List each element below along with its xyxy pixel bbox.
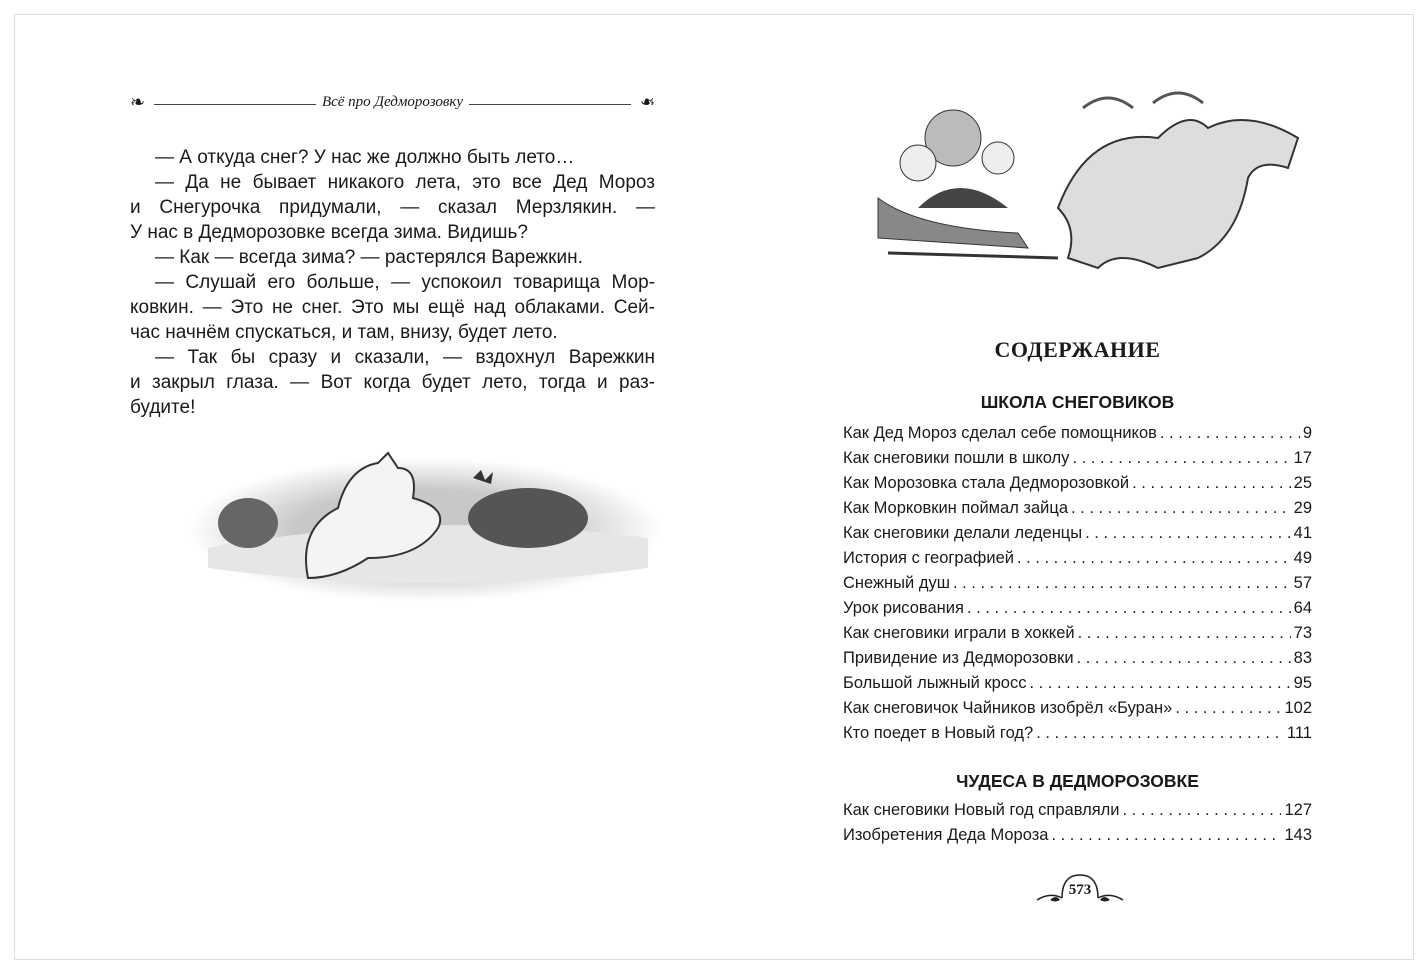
running-head-title: Всё про Дедморозовку: [316, 94, 469, 110]
toc-entry: [843, 449, 1312, 474]
toc-entry: [843, 424, 1312, 449]
toc-entry-title: Снежный душ: [843, 574, 950, 592]
toc-entry-page: 127: [1284, 801, 1312, 819]
toc-entry-title: Как снеговики пошли в школу: [843, 449, 1070, 467]
toc-entry-title: Как снеговики играли в хоккей: [843, 624, 1075, 642]
toc-entry-title: Как снеговики делали леденцы: [843, 524, 1083, 542]
toc-entry: [843, 499, 1312, 524]
toc-entry-page: 111: [1286, 724, 1312, 742]
running-head: [130, 92, 655, 116]
toc-entry-title: Большой лыжный кросс: [843, 674, 1027, 692]
dot-leader: [1036, 724, 1284, 743]
toc-entry-title: Изобретения Деда Мороза: [843, 826, 1049, 844]
toc-entry: [843, 699, 1312, 724]
toc-entry-title: Как Морозовка стала Дедморозовкой: [843, 474, 1130, 492]
toc-entry-title: Как снеговичок Чайников изобрёл «Буран»: [843, 699, 1173, 717]
toc-entry: [843, 574, 1312, 599]
toc-entry-title: Как снеговики Новый год справляли: [843, 801, 1120, 819]
section-title: ЧУДЕСА В ДЕДМОРОЗОВКЕ: [956, 771, 1199, 791]
dot-leader: [1029, 674, 1290, 693]
text-line: — Слушай его больше, — успокоил товарища Мор-: [155, 272, 655, 293]
toc-entry-title: Урок рисования: [843, 599, 964, 617]
flourish-ornament-left-icon: ❧: [130, 92, 146, 113]
toc-entry-page: 29: [1293, 499, 1312, 517]
toc-entry-title: История с географией: [843, 549, 1014, 567]
text-line: — Да не бывает никакого лета, это все Дед Мороз: [155, 172, 655, 193]
toc-entry: [843, 826, 1312, 851]
dot-leader: [1123, 801, 1282, 820]
text-line: — Как — всегда зима? — растерялся Варежкин.: [155, 247, 583, 268]
toc-entry: [843, 474, 1312, 499]
toc-list: [843, 801, 1312, 851]
text-line: У нас в Дедморозовке всегда зима. Видишь?: [130, 222, 528, 243]
dot-leader: [967, 599, 1291, 618]
dot-leader: [1078, 624, 1291, 643]
dot-leader: [1071, 499, 1291, 518]
toc-entry-page: 17: [1293, 449, 1312, 467]
story-text: [130, 145, 655, 420]
dot-leader: [1077, 649, 1291, 668]
page-number-ornament: [1035, 870, 1125, 910]
text-line: и Снегурочка придумали, — сказал Мерзлякин. —: [130, 197, 655, 218]
text-line: — Так бы сразу и сказали, — вздохнул Варежкин: [155, 347, 655, 368]
troika-sleigh-illustration: [858, 88, 1308, 288]
toc-entry-title: Как Дед Мороз сделал себе помощников: [843, 424, 1157, 442]
toc-entry-title: Привидение из Дедморозовки: [843, 649, 1074, 667]
toc-entry: [843, 524, 1312, 549]
toc-entry-page: 41: [1293, 524, 1312, 542]
toc-entry-page: 57: [1293, 574, 1312, 592]
toc-entry-page: 83: [1293, 649, 1312, 667]
text-line: будите!: [130, 397, 196, 418]
section-title: ШКОЛА СНЕГОВИКОВ: [980, 392, 1175, 412]
toc-entry-page: 9: [1302, 424, 1312, 442]
text-line: и закрыл глаза. — Вот когда будет лето, тогда и раз-: [130, 372, 655, 393]
text-line: час начнём спускаться, и там, внизу, будет лето.: [130, 322, 558, 343]
text-line: — А откуда снег? У нас же должно быть лето…: [155, 147, 575, 168]
toc-entry-title: Как Морковкин поймал зайца: [843, 499, 1068, 517]
toc-entry: [843, 549, 1312, 574]
toc-entry: [843, 624, 1312, 649]
toc-entry: [843, 724, 1312, 749]
toc-list: [843, 424, 1312, 749]
toc-entry-page: 49: [1293, 549, 1312, 567]
toc-entry: [843, 599, 1312, 624]
toc-entry-page: 102: [1284, 699, 1312, 717]
toc-entry-page: 25: [1293, 474, 1312, 492]
cat-illustration: [188, 448, 662, 603]
dot-leader: [1051, 826, 1281, 845]
toc-entry: [843, 801, 1312, 826]
toc-entry-page: 64: [1293, 599, 1312, 617]
dot-leader: [1160, 424, 1300, 443]
dot-leader: [1017, 549, 1291, 568]
dot-leader: [1132, 474, 1291, 493]
page-number: 573: [1068, 882, 1092, 898]
text-line: ковкин. — Это не снег. Это мы ещё над облаками. Сей-: [130, 297, 655, 318]
toc-entry-page: 143: [1284, 826, 1312, 844]
dot-leader: [1175, 699, 1281, 718]
dot-leader: [1085, 524, 1291, 543]
toc-entry-page: 95: [1293, 674, 1312, 692]
contents-title: СОДЕРЖАНИЕ: [994, 337, 1161, 362]
dot-leader: [1072, 449, 1290, 468]
toc-entry-title: Кто поедет в Новый год?: [843, 724, 1034, 742]
dot-leader: [953, 574, 1291, 593]
toc-entry: [843, 649, 1312, 674]
toc-entry: [843, 674, 1312, 699]
flourish-ornament-right-icon: ❧: [639, 92, 655, 113]
toc-entry-page: 73: [1293, 624, 1312, 642]
